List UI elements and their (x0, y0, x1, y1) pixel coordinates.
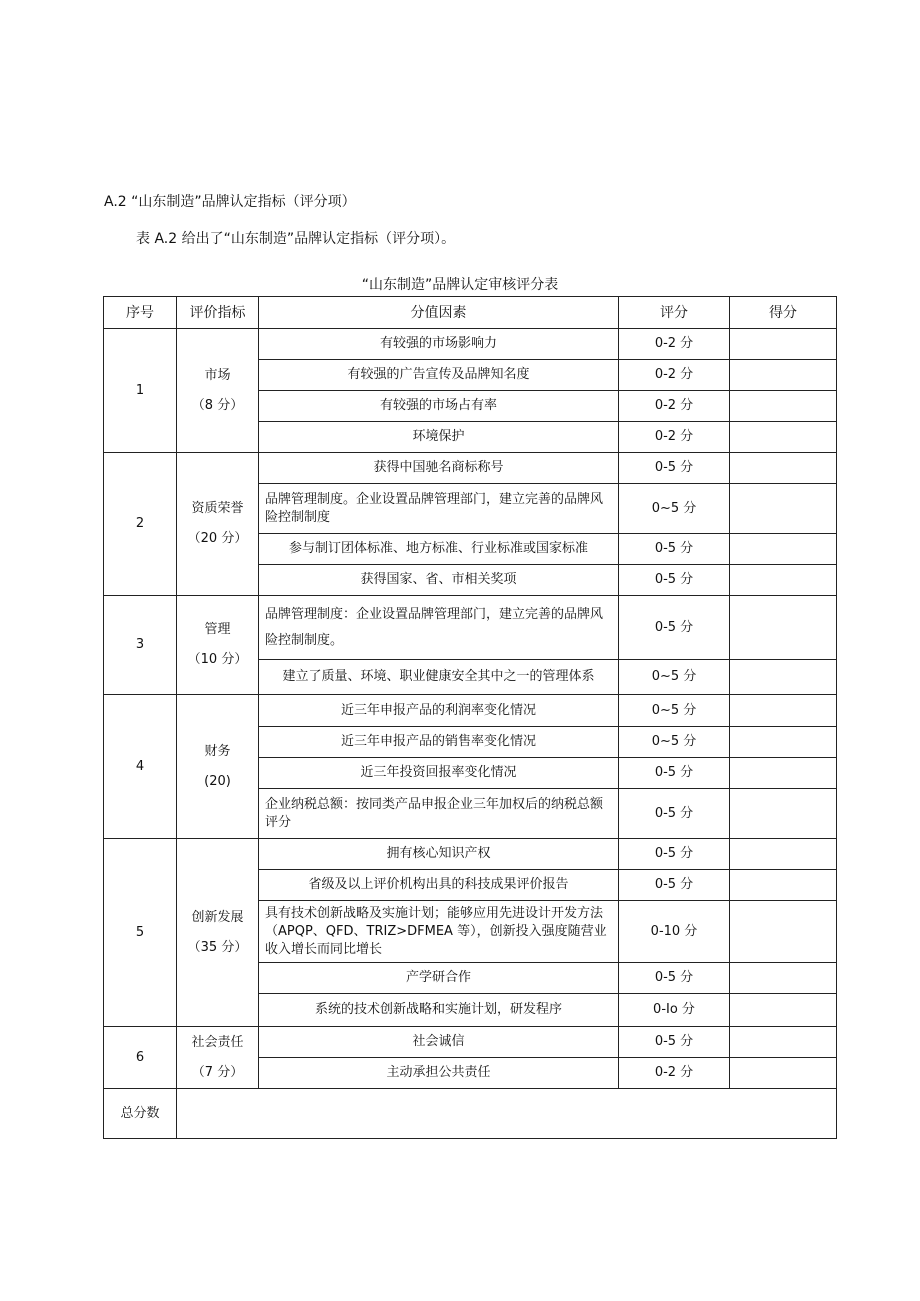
indicator-name: 市场 (204, 367, 231, 383)
got-cell (730, 901, 837, 963)
table-row (104, 453, 837, 484)
got-cell (730, 870, 837, 901)
factor-cell: 近三年投资回报率变化情况 (259, 758, 619, 789)
factor-cell: 有较强的市场影响力 (259, 329, 619, 360)
factor-cell: 有较强的市场占有率 (259, 391, 619, 422)
score-cell: 0~5 分 (619, 727, 730, 758)
header-factor: 分值因素 (259, 297, 619, 329)
got-cell (730, 596, 837, 660)
table-caption: “山东制造”品牌认定审核评分表 (361, 277, 559, 293)
score-cell: 0-5 分 (619, 758, 730, 789)
group-index: 4 (104, 695, 177, 839)
got-cell (730, 963, 837, 994)
indicator-points: (20) (204, 773, 231, 789)
got-cell (730, 695, 837, 727)
indicator-name: 管理 (204, 622, 231, 637)
got-cell (730, 534, 837, 565)
indicator-name: 社会责任 (191, 1034, 244, 1050)
indicator-name: 财务 (204, 743, 231, 759)
score-cell: 0-5 分 (619, 1027, 730, 1058)
section-heading: A.2 “山东制造”品牌认定指标（评分项） (104, 194, 356, 210)
got-cell (730, 1027, 837, 1058)
factor-cell: 产学研合作 (259, 963, 619, 994)
got-cell (730, 789, 837, 839)
score-cell: 0-5 分 (619, 453, 730, 484)
total-row (104, 1089, 837, 1139)
score-cell: 0-5 分 (619, 565, 730, 596)
indicator-points: （35 分） (187, 939, 248, 955)
got-cell (730, 758, 837, 789)
factor-cell: 品牌管理制度：企业设置品牌管理部门，建立完善的品牌风险控制制度。 (259, 596, 619, 660)
scoring-table (103, 296, 837, 1139)
group-index: 1 (104, 329, 177, 453)
table-row (104, 695, 837, 727)
got-cell (730, 565, 837, 596)
factor-cell: 企业纳税总额：按同类产品申报企业三年加权后的纳税总额评分 (259, 789, 619, 839)
score-cell: 0-5 分 (619, 534, 730, 565)
indicator-points: （7 分） (191, 1064, 244, 1080)
score-cell: 0~5 分 (619, 695, 730, 727)
score-cell: 0-2 分 (619, 422, 730, 453)
got-cell (730, 994, 837, 1027)
group-indicator (177, 596, 259, 695)
header-score: 评分 (619, 297, 730, 329)
indicator-points: （20 分） (187, 531, 248, 546)
score-cell: 0-5 分 (619, 596, 730, 660)
group-indicator (177, 839, 259, 1027)
score-cell: 0-2 分 (619, 360, 730, 391)
group-index: 2 (104, 453, 177, 596)
group-index: 6 (104, 1027, 177, 1089)
got-cell (730, 422, 837, 453)
score-cell: 0-2 分 (619, 391, 730, 422)
got-cell (730, 484, 837, 534)
got-cell (730, 839, 837, 870)
indicator-name: 创新发展 (191, 909, 244, 925)
factor-cell: 获得中国驰名商标称号 (259, 453, 619, 484)
table-header-row (104, 297, 837, 329)
got-cell (730, 727, 837, 758)
group-indicator (177, 453, 259, 596)
table-row (104, 596, 837, 660)
got-cell (730, 391, 837, 422)
factor-cell: 近三年申报产品的销售率变化情况 (259, 727, 619, 758)
score-cell: 0-Io 分 (619, 994, 730, 1027)
factor-cell: 系统的技术创新战略和实施计划，研发程序 (259, 994, 619, 1027)
factor-cell: 有较强的广告宣传及品牌知名度 (259, 360, 619, 391)
score-cell: 0~5 分 (619, 660, 730, 695)
got-cell (730, 360, 837, 391)
group-indicator (177, 1027, 259, 1089)
factor-cell: 近三年申报产品的利润率变化情况 (259, 695, 619, 727)
score-cell: 0-5 分 (619, 870, 730, 901)
got-cell (730, 1058, 837, 1089)
group-index: 3 (104, 596, 177, 695)
score-cell: 0-5 分 (619, 963, 730, 994)
score-cell: 0-5 分 (619, 789, 730, 839)
factor-cell: 建立了质量、环境、职业健康安全其中之一的管理体系 (259, 660, 619, 695)
factor-cell: 获得国家、省、市相关奖项 (259, 565, 619, 596)
factor-cell: 拥有核心知识产权 (259, 839, 619, 870)
score-cell: 0-5 分 (619, 839, 730, 870)
header-index: 序号 (104, 297, 177, 329)
indicator-name: 资质荣誉 (191, 501, 244, 516)
group-indicator (177, 329, 259, 453)
factor-cell: 品牌管理制度。企业设置品牌管理部门，建立完善的品牌风险控制制度 (259, 484, 619, 534)
got-cell (730, 329, 837, 360)
total-label: 总分数 (104, 1089, 177, 1139)
factor-cell: 社会诚信 (259, 1027, 619, 1058)
factor-cell: 参与制订团体标准、地方标准、行业标准或国家标准 (259, 534, 619, 565)
group-index: 5 (104, 839, 177, 1027)
factor-cell: 环境保护 (259, 422, 619, 453)
got-cell (730, 660, 837, 695)
intro-paragraph: 表 A.2 给出了“山东制造”品牌认定指标（评分项）。 (136, 231, 456, 247)
table-row (104, 329, 837, 360)
score-cell: 0-10 分 (619, 901, 730, 963)
total-value-cell (177, 1089, 837, 1139)
score-cell: 0~5 分 (619, 484, 730, 534)
score-cell: 0-2 分 (619, 329, 730, 360)
indicator-points: （10 分） (187, 652, 248, 667)
factor-cell: 省级及以上评价机构出具的科技成果评价报告 (259, 870, 619, 901)
indicator-points: （8 分） (191, 397, 244, 413)
table-row (104, 1027, 837, 1058)
factor-cell: 具有技术创新战略及实施计划；能够应用先进设计开发方法（APQP、QFD、TRIZ>DFMEA 等），创新投入强度随营业收入增长而同比增长 (259, 901, 619, 963)
score-cell: 0-2 分 (619, 1058, 730, 1089)
header-got: 得分 (730, 297, 837, 329)
factor-cell: 主动承担公共责任 (259, 1058, 619, 1089)
table-row (104, 839, 837, 870)
got-cell (730, 453, 837, 484)
header-indicator: 评价指标 (177, 297, 259, 329)
group-indicator (177, 695, 259, 839)
